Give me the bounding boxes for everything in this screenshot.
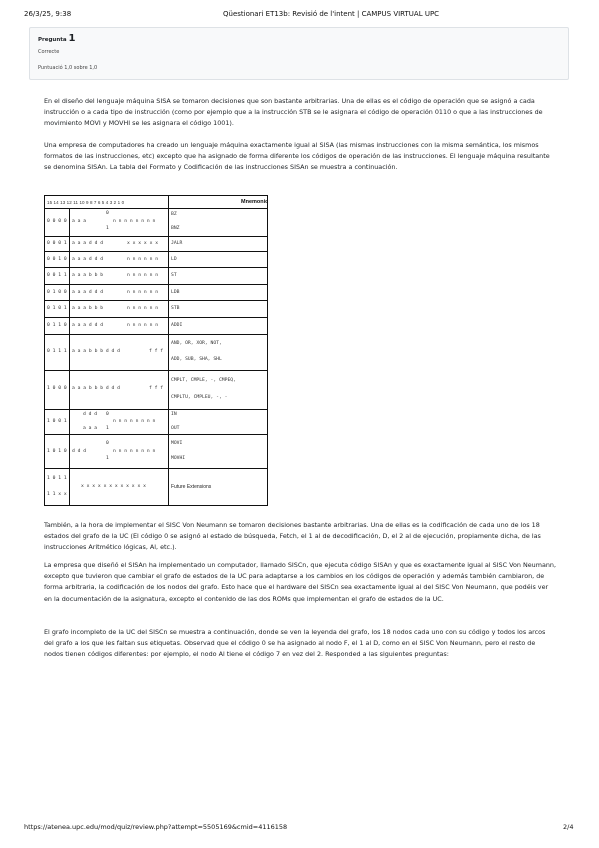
page-number: 2/4 bbox=[563, 823, 574, 831]
opcode-cell: 0 0 0 0 bbox=[47, 219, 67, 224]
mnemonic-cell: MOVHI bbox=[171, 456, 186, 461]
question-number bbox=[38, 33, 75, 44]
field-cell: a a a b b b d d d bbox=[72, 386, 120, 391]
mnemonic-cell: ST bbox=[171, 273, 177, 278]
opcode-cell: 1 0 1 0 bbox=[47, 449, 67, 454]
sisan-encoding-table bbox=[44, 195, 268, 506]
table-row bbox=[45, 237, 267, 252]
field-cell: a a a bbox=[72, 219, 87, 224]
mnemonic-cell: IN bbox=[171, 412, 177, 417]
page-url: https://atenea.upc.edu/mod/quiz/review.php?attempt=5505169&cmid=4116158 bbox=[24, 823, 288, 831]
field-cell: d d d bbox=[83, 412, 98, 417]
question-state: Correcte bbox=[38, 49, 60, 55]
mnemonic-cell: LDB bbox=[171, 290, 180, 295]
subcode-cell: 0 bbox=[106, 412, 109, 417]
field-cell: a a a b b b bbox=[72, 273, 104, 278]
page-title: Qüestionari ET13b: Revisió de l'intent | CAMPUS VIRTUAL UPC bbox=[223, 10, 440, 18]
immediate-cell: x x x x x x x x x x x x bbox=[81, 484, 146, 489]
immediate-cell: n n n n n n bbox=[127, 257, 159, 262]
table-header bbox=[45, 196, 267, 209]
table-row bbox=[45, 252, 267, 268]
opcode-cell: 1 0 1 1 bbox=[47, 476, 67, 481]
opcode-cell: 0 1 0 0 bbox=[47, 290, 67, 295]
immediate-cell: n n n n n n n n bbox=[113, 449, 156, 454]
mnemonic-cell: MOVI bbox=[171, 441, 183, 446]
immediate-cell: n n n n n n n n bbox=[113, 419, 156, 424]
opcode-cell: 0 1 1 0 bbox=[47, 323, 67, 328]
opcode-cell: 0 0 1 0 bbox=[47, 257, 67, 262]
opcode-cell: 0 1 1 1 bbox=[47, 349, 67, 354]
field-cell: a a a b b b d d d bbox=[72, 349, 120, 354]
mnemonic-cell: JALR bbox=[171, 241, 183, 246]
table-row bbox=[45, 335, 267, 371]
table-row bbox=[45, 268, 267, 285]
mnemonic-cell: BZ bbox=[171, 212, 177, 217]
body-paragraph-5: El grafo incompleto de la UC del SISCn se muestra a continuación, donde se ven la leyenda del grafo, los 18 nodos cada uno con su código y todos los arcos del grafo a los que les faltan sus etiquetas. Observad que el código 0 se ha asignado al nodo F, el 1 al D, como en el SISC Von Neumann, pero el resto de nodos tienen códigos diferentes: por ejemplo, el nodo Al tiene el código 7 en vez del 2. Responded a las siguientes preguntas: bbox=[44, 628, 546, 659]
opcode-cell: 1 0 0 0 bbox=[47, 386, 67, 391]
immediate-cell: n n n n n n bbox=[127, 323, 159, 328]
intro-paragraph-1: En el diseño del lenguaje máquina SISA se tomaron decisiones que son bastante arbitrarias. Una de ellas es el código de operación que se asignó a cada instrucción o a cada tipo de instrucción (como por ejemplo que a la instrucción STB se le asignara el código de operación 0110 o que a las instrucciones de movimiento MOVI y MOVHI se les asignara el código 1001). bbox=[44, 97, 543, 128]
field-cell: a a a d d d bbox=[72, 290, 104, 295]
field-cell: a a a d d d bbox=[72, 241, 104, 246]
mnemonic-cell: BNZ bbox=[171, 226, 180, 231]
mnemonic-cell: LD bbox=[171, 257, 177, 262]
opcode-cell: 0 1 0 1 bbox=[47, 306, 67, 311]
opcode-cell: 1 1 x x bbox=[47, 492, 67, 497]
question-label: Pregunta bbox=[38, 37, 67, 43]
table-row bbox=[45, 285, 267, 301]
mnemonic-cell: STB bbox=[171, 306, 180, 311]
field-cell: a a a d d d bbox=[72, 257, 104, 262]
table-row bbox=[45, 301, 267, 318]
subcode-cell: 1 bbox=[106, 456, 109, 461]
subcode-cell: 1 bbox=[106, 226, 109, 231]
immediate-cell: n n n n n n bbox=[127, 306, 159, 311]
table-row bbox=[45, 371, 267, 410]
mnemonic-cell: CMPLTU, CMPLEU, -, - bbox=[171, 395, 228, 400]
field-cell: a a a b b b bbox=[72, 306, 104, 311]
intro-paragraph-2: Una empresa de computadores ha creado un lenguaje máquina exactamente igual al SISA (las mismas instrucciones con la misma semántica, los mismos formatos de las instrucciones, etc) excepto que ha asignado de forma diferente los códigos de operación de las instrucciones. El lenguaje máquina resultante se denomina SISAn. La tabla del Formato y Codificación de las instrucciones SISAn se muestra a continuación. bbox=[44, 141, 550, 172]
table-row bbox=[45, 435, 267, 469]
bit-positions-header: 15 14 13 12 11 10 9 8 7 6 5 4 3 2 1 0 bbox=[47, 200, 125, 205]
mnemonic-cell: OUT bbox=[171, 426, 180, 431]
mnemonic-cell: Future Extensions bbox=[171, 484, 212, 490]
table-row bbox=[45, 209, 267, 237]
question-grade: Puntuació 1,0 sobre 1,0 bbox=[38, 65, 98, 71]
mnemonic-cell: ADDI bbox=[171, 323, 183, 328]
immediate-cell: x x x x x x bbox=[127, 241, 159, 246]
opcode-cell: 1 0 0 1 bbox=[47, 419, 67, 424]
subcode-cell: 0 bbox=[106, 211, 109, 216]
immediate-cell: n n n n n n bbox=[127, 273, 159, 278]
print-header bbox=[0, 6, 599, 20]
immediate-cell: n n n n n n bbox=[127, 290, 159, 295]
body-paragraph-4: La empresa que diseñó el SISAn ha implementado un computador, llamado SISCn, que ejecuta código SISAn y que es exactamente igual al SISC Von Neumann, excepto que tuvieron que cambiar el grafo de estados de la UC para adaptarse a los cambios en los códigos de operación y además también cambiaron, de forma arbitraria, la codificación de los nodos del grafo. Esto hace que el hardware del SISCn sea exactamente igual al del SISC Von Neumann, que podéis ver en la documentación de la asignatura, excepto el contenido de las dos ROMs que implementan el grafo de estados de la UC. bbox=[44, 561, 556, 603]
immediate-cell: n n n n n n n n bbox=[113, 219, 156, 224]
mnemonic-cell: ADD, SUB, SHA, SHL bbox=[171, 357, 222, 362]
print-date: 26/3/25, 9:38 bbox=[24, 10, 72, 18]
opcode-cell: 0 0 1 1 bbox=[47, 273, 67, 278]
question-number-value: 1 bbox=[68, 33, 76, 44]
subcode-cell: 1 bbox=[106, 426, 109, 431]
table-row bbox=[45, 469, 267, 505]
mnemonic-cell: AND, OR, XOR, NOT, bbox=[171, 341, 222, 346]
function-cell: f f f bbox=[149, 386, 164, 391]
field-cell: a a a bbox=[83, 426, 98, 431]
field-cell: a a a d d d bbox=[72, 323, 104, 328]
table-row bbox=[45, 410, 267, 435]
mnemonic-cell: CMPLT, CMPLE, -, CMPEQ, bbox=[171, 378, 236, 383]
body-paragraph-3: También, a la hora de implementar el SISC Von Neumann se tomaron decisiones bastante arbitrarias. Una de ellas es la codificación de cada uno de los 18 estados del grafo de la UC (El código 0 se asignó al estado de búsqueda, Fetch, el 1 al de decodificación, D, el 2 al de ejecución, propiamente dicha, de las instrucciones Aritmético lógicas, Al, etc.). bbox=[44, 521, 541, 552]
field-cell: d d d bbox=[72, 449, 87, 454]
function-cell: f f f bbox=[149, 349, 164, 354]
subcode-cell: 0 bbox=[106, 441, 109, 446]
table-row bbox=[45, 318, 267, 335]
mnemonic-header: Mnemonic bbox=[241, 199, 269, 205]
question-info-box bbox=[29, 27, 569, 80]
opcode-cell: 0 0 0 1 bbox=[47, 241, 67, 246]
